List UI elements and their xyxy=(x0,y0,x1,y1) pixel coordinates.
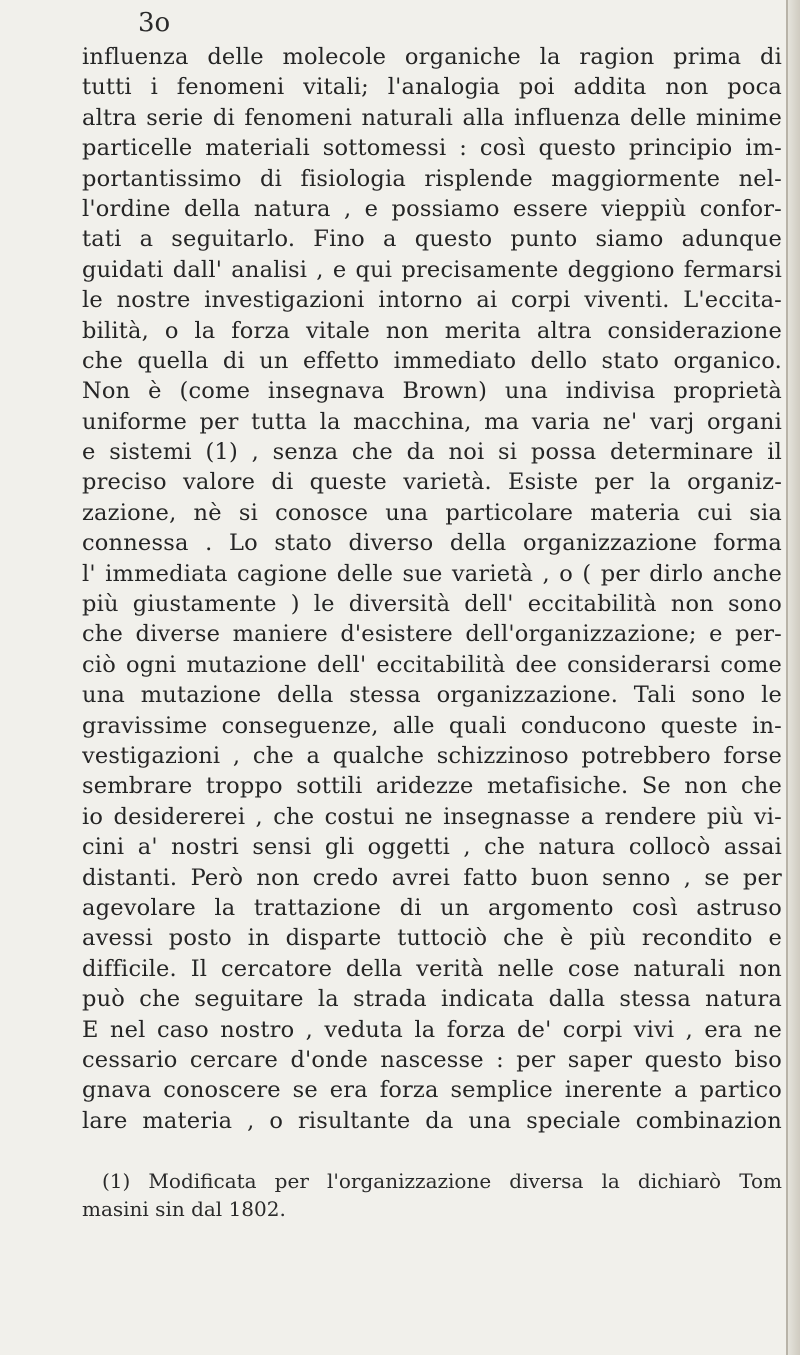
text-line: cessario cercare d'onde nascesse : per saper questo biso xyxy=(82,1046,782,1073)
text-line: una mutazione della stessa organizzazione. Tali sono le xyxy=(82,682,782,709)
text-line: avessi posto in disparte tuttociò che è più recondito e xyxy=(82,925,782,952)
text-line: e sistemi (1) , senza che da noi si possa determinare il xyxy=(82,439,782,466)
text-line: tutti i fenomeni vitali; l'analogia poi addita non poca xyxy=(82,74,782,101)
text-line: vestigazioni , che a qualche schizzinoso potrebbero forse xyxy=(82,742,782,769)
text-line: connessa . Lo stato diverso della organizzazione forma xyxy=(82,530,782,557)
text-line: ciò ogni mutazione dell' eccitabilità dee considerarsi come xyxy=(82,651,782,678)
text-line: tati a seguitarlo. Fino a questo punto siamo adunque xyxy=(82,226,782,253)
text-line: agevolare la trattazione di un argomento così astruso xyxy=(82,894,782,921)
text-line: distanti. Però non credo avrei fatto buon senno , se per xyxy=(82,864,782,891)
text-line: più giustamente ) le diversità dell' eccitabilità non sono xyxy=(82,591,782,618)
text-line: che quella di un effetto immediato dello stato organico. xyxy=(82,347,782,374)
text-line: lare materia , o risultante da una speciale combinazion xyxy=(82,1107,782,1134)
text-line: gnava conoscere se era forza semplice inerente a partico xyxy=(82,1077,782,1104)
text-line: difficile. Il cercatore della verità nelle cose naturali non xyxy=(82,955,782,982)
text-line: l'ordine della natura , e possiamo essere vieppiù confor- xyxy=(82,195,782,222)
page-edge-shadow xyxy=(786,0,788,1355)
text-line: preciso valore di queste varietà. Esiste per la organiz- xyxy=(82,469,782,496)
text-line: gravissime conseguenze, alle quali conducono queste in- xyxy=(82,712,782,739)
text-line: uniforme per tutta la macchina, ma varia ne' varj organi xyxy=(82,408,782,435)
text-line: portantissimo di fisiologia risplende maggiormente nel- xyxy=(82,165,782,192)
text-line: guidati dall' analisi , e qui precisamente deggiono fermarsi xyxy=(82,256,782,283)
text-line: particelle materiali sottomessi : così questo principio im- xyxy=(82,135,782,162)
text-line: zazione, nè si conosce una particolare materia cui sia xyxy=(82,499,782,526)
text-line: Non è (come insegnava Brown) una indivisa proprietà xyxy=(82,378,782,405)
text-line: io desidererei , che costui ne insegnasse a rendere più vi- xyxy=(82,803,782,830)
footnote-line: (1) Modificata per l'organizzazione diversa la dichiarò Tom xyxy=(102,1169,782,1193)
text-line: bilità, o la forza vitale non merita altra considerazione xyxy=(82,317,782,344)
text-line: cini a' nostri sensi gli oggetti , che natura collocò assai xyxy=(82,834,782,861)
text-line: E nel caso nostro , veduta la forza de' corpi vivi , era ne xyxy=(82,1016,782,1043)
footnote xyxy=(82,1167,782,1223)
body-text xyxy=(82,42,782,1136)
text-line: influenza delle molecole organiche la ragion prima di xyxy=(82,44,782,70)
footnote-line: masini sin dal 1802. xyxy=(82,1197,286,1221)
page-edge xyxy=(786,0,800,1355)
text-line: le nostre investigazioni intorno ai corpi viventi. L'eccita- xyxy=(82,287,782,314)
text-line: l' immediata cagione delle sue varietà , o ( per dirlo anche xyxy=(82,560,782,587)
text-line: può che seguitare la strada indicata dalla stessa natura xyxy=(82,986,782,1013)
page-number: 3o xyxy=(138,8,171,38)
text-line: altra serie di fenomeni naturali alla influenza delle minime xyxy=(82,104,782,131)
text-line: sembrare troppo sottili aridezze metafisiche. Se non che xyxy=(82,773,782,800)
text-line: che diverse maniere d'esistere dell'organizzazione; e per- xyxy=(82,621,782,648)
